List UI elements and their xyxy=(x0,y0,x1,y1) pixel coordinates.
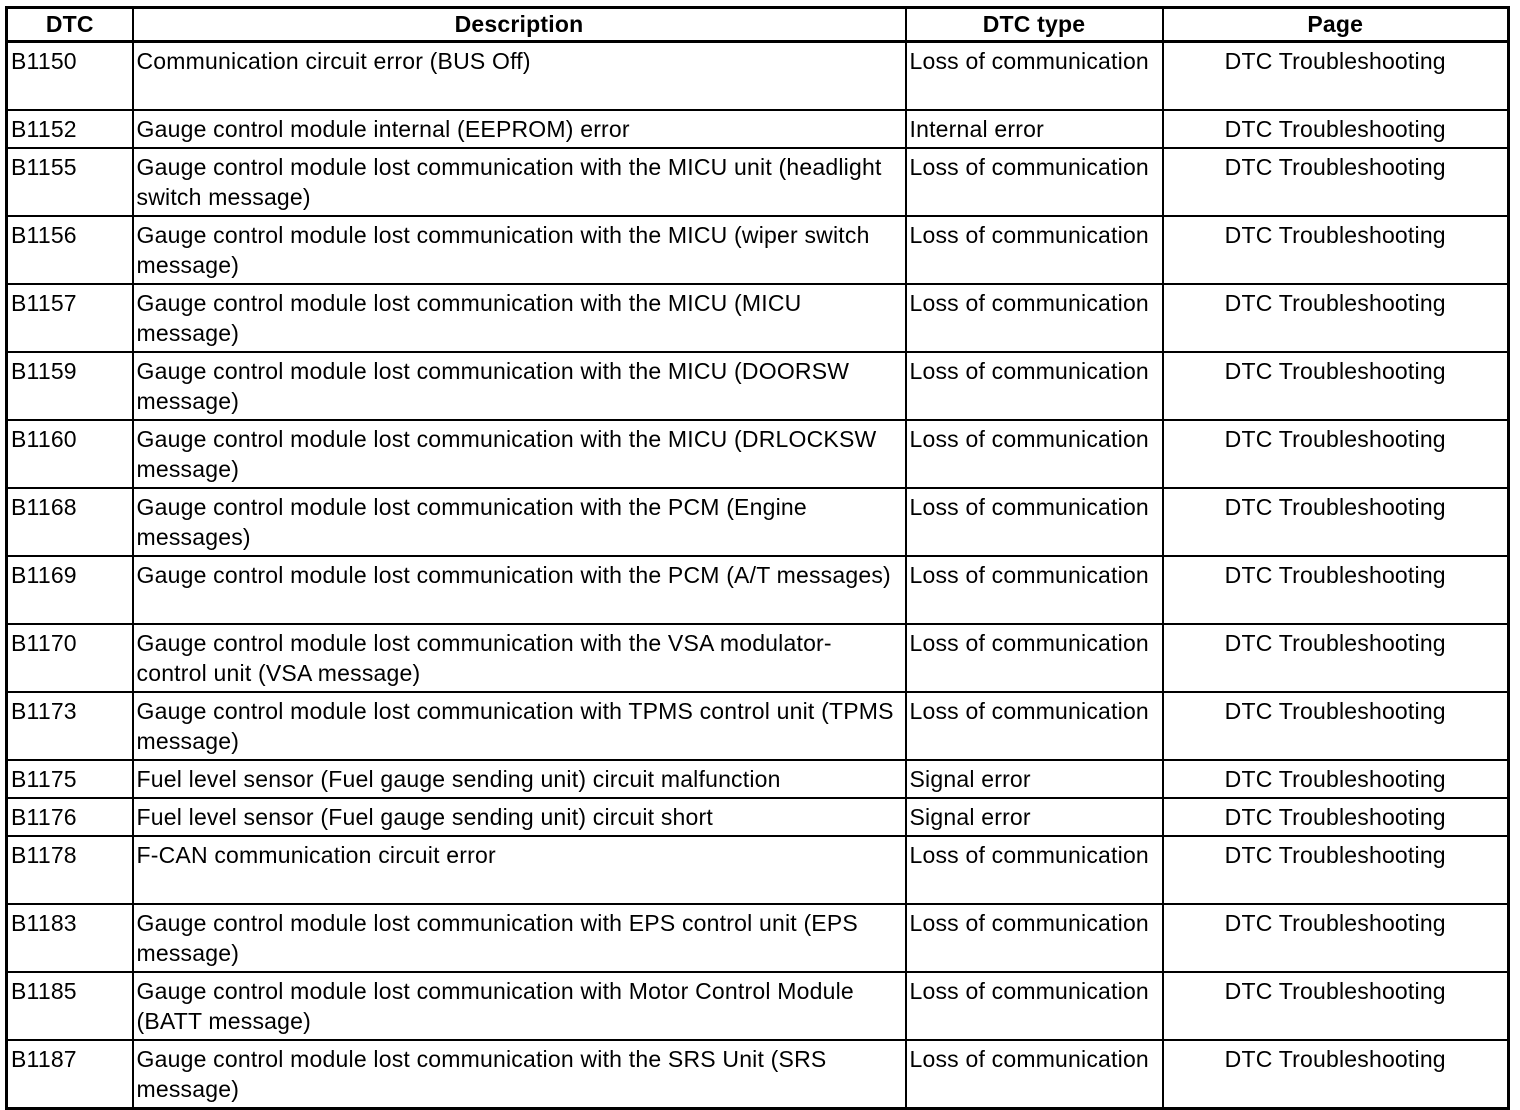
dtc-code: B1168 xyxy=(7,488,133,556)
dtc-description: Gauge control module lost communication with EPS control unit (EPS message) xyxy=(133,904,906,972)
dtc-code: B1159 xyxy=(7,352,133,420)
dtc-description: Communication circuit error (BUS Off) xyxy=(133,42,906,111)
table-row xyxy=(7,284,1509,352)
dtc-code: B1157 xyxy=(7,284,133,352)
dtc-code: B1187 xyxy=(7,1040,133,1109)
dtc-description: Gauge control module lost communication with the PCM (Engine messages) xyxy=(133,488,906,556)
dtc-code: B1169 xyxy=(7,556,133,624)
dtc-description: Gauge control module lost communication with the MICU (DRLOCKSW message) xyxy=(133,420,906,488)
dtc-code: B1185 xyxy=(7,972,133,1040)
dtc-description: Gauge control module lost communication with the MICU (wiper switch message) xyxy=(133,216,906,284)
dtc-type: Signal error xyxy=(906,760,1163,798)
dtc-page-link[interactable]: DTC Troubleshooting xyxy=(1163,798,1509,836)
dtc-code: B1152 xyxy=(7,110,133,148)
table-row xyxy=(7,624,1509,692)
dtc-code: B1178 xyxy=(7,836,133,904)
dtc-type: Loss of communication xyxy=(906,488,1163,556)
header-dtc: DTC xyxy=(7,8,133,42)
dtc-type: Internal error xyxy=(906,110,1163,148)
dtc-page-link[interactable]: DTC Troubleshooting xyxy=(1163,556,1509,624)
dtc-page-link[interactable]: DTC Troubleshooting xyxy=(1163,624,1509,692)
dtc-description: Gauge control module lost communication with the MICU (MICU message) xyxy=(133,284,906,352)
dtc-type: Loss of communication xyxy=(906,216,1163,284)
dtc-code: B1175 xyxy=(7,760,133,798)
dtc-page-link[interactable]: DTC Troubleshooting xyxy=(1163,42,1509,111)
table-row xyxy=(7,904,1509,972)
dtc-code: B1170 xyxy=(7,624,133,692)
dtc-page-link[interactable]: DTC Troubleshooting xyxy=(1163,284,1509,352)
dtc-type: Loss of communication xyxy=(906,904,1163,972)
dtc-page-link[interactable]: DTC Troubleshooting xyxy=(1163,148,1509,216)
dtc-type: Loss of communication xyxy=(906,352,1163,420)
dtc-page-link[interactable]: DTC Troubleshooting xyxy=(1163,836,1509,904)
table-row xyxy=(7,836,1509,904)
dtc-description: Gauge control module lost communication with the PCM (A/T messages) xyxy=(133,556,906,624)
dtc-description: Gauge control module lost communication with the SRS Unit (SRS message) xyxy=(133,1040,906,1109)
dtc-type: Loss of communication xyxy=(906,624,1163,692)
dtc-code: B1150 xyxy=(7,42,133,111)
dtc-type: Signal error xyxy=(906,798,1163,836)
dtc-page-link[interactable]: DTC Troubleshooting xyxy=(1163,216,1509,284)
dtc-description: Fuel level sensor (Fuel gauge sending unit) circuit malfunction xyxy=(133,760,906,798)
dtc-page-link[interactable]: DTC Troubleshooting xyxy=(1163,972,1509,1040)
table-row xyxy=(7,42,1509,111)
dtc-type: Loss of communication xyxy=(906,284,1163,352)
dtc-description: Fuel level sensor (Fuel gauge sending unit) circuit short xyxy=(133,798,906,836)
dtc-code: B1183 xyxy=(7,904,133,972)
dtc-type: Loss of communication xyxy=(906,148,1163,216)
table-row xyxy=(7,972,1509,1040)
dtc-page-link[interactable]: DTC Troubleshooting xyxy=(1163,110,1509,148)
dtc-type: Loss of communication xyxy=(906,420,1163,488)
table-row xyxy=(7,760,1509,798)
table-body xyxy=(7,42,1509,1109)
dtc-page-link[interactable]: DTC Troubleshooting xyxy=(1163,1040,1509,1109)
dtc-code: B1160 xyxy=(7,420,133,488)
header-page: Page xyxy=(1163,8,1509,42)
table-row xyxy=(7,216,1509,284)
dtc-type: Loss of communication xyxy=(906,836,1163,904)
table-row xyxy=(7,488,1509,556)
table-row xyxy=(7,1040,1509,1109)
table-row xyxy=(7,692,1509,760)
table-row xyxy=(7,352,1509,420)
table-row xyxy=(7,148,1509,216)
dtc-page-link[interactable]: DTC Troubleshooting xyxy=(1163,692,1509,760)
dtc-description: Gauge control module lost communication with the VSA modulator-control unit (VSA message) xyxy=(133,624,906,692)
table-row xyxy=(7,798,1509,836)
dtc-description: Gauge control module internal (EEPROM) error xyxy=(133,110,906,148)
dtc-description: Gauge control module lost communication with TPMS control unit (TPMS message) xyxy=(133,692,906,760)
dtc-type: Loss of communication xyxy=(906,972,1163,1040)
dtc-type: Loss of communication xyxy=(906,692,1163,760)
dtc-page-link[interactable]: DTC Troubleshooting xyxy=(1163,760,1509,798)
dtc-page-link[interactable]: DTC Troubleshooting xyxy=(1163,420,1509,488)
dtc-code: B1176 xyxy=(7,798,133,836)
dtc-type: Loss of communication xyxy=(906,556,1163,624)
dtc-description: Gauge control module lost communication with the MICU unit (headlight switch message) xyxy=(133,148,906,216)
dtc-code: B1155 xyxy=(7,148,133,216)
table-row xyxy=(7,420,1509,488)
dtc-page-link[interactable]: DTC Troubleshooting xyxy=(1163,488,1509,556)
table-header xyxy=(7,8,1509,42)
dtc-table xyxy=(5,6,1510,1110)
table-row xyxy=(7,556,1509,624)
table-row xyxy=(7,110,1509,148)
header-row xyxy=(7,8,1509,42)
dtc-type: Loss of communication xyxy=(906,42,1163,111)
dtc-description: F-CAN communication circuit error xyxy=(133,836,906,904)
header-dtc-type: DTC type xyxy=(906,8,1163,42)
dtc-page-link[interactable]: DTC Troubleshooting xyxy=(1163,904,1509,972)
dtc-code: B1156 xyxy=(7,216,133,284)
dtc-code: B1173 xyxy=(7,692,133,760)
dtc-page-link[interactable]: DTC Troubleshooting xyxy=(1163,352,1509,420)
header-description: Description xyxy=(133,8,906,42)
dtc-description: Gauge control module lost communication with the MICU (DOORSW message) xyxy=(133,352,906,420)
dtc-type: Loss of communication xyxy=(906,1040,1163,1109)
dtc-description: Gauge control module lost communication with Motor Control Module (BATT message) xyxy=(133,972,906,1040)
